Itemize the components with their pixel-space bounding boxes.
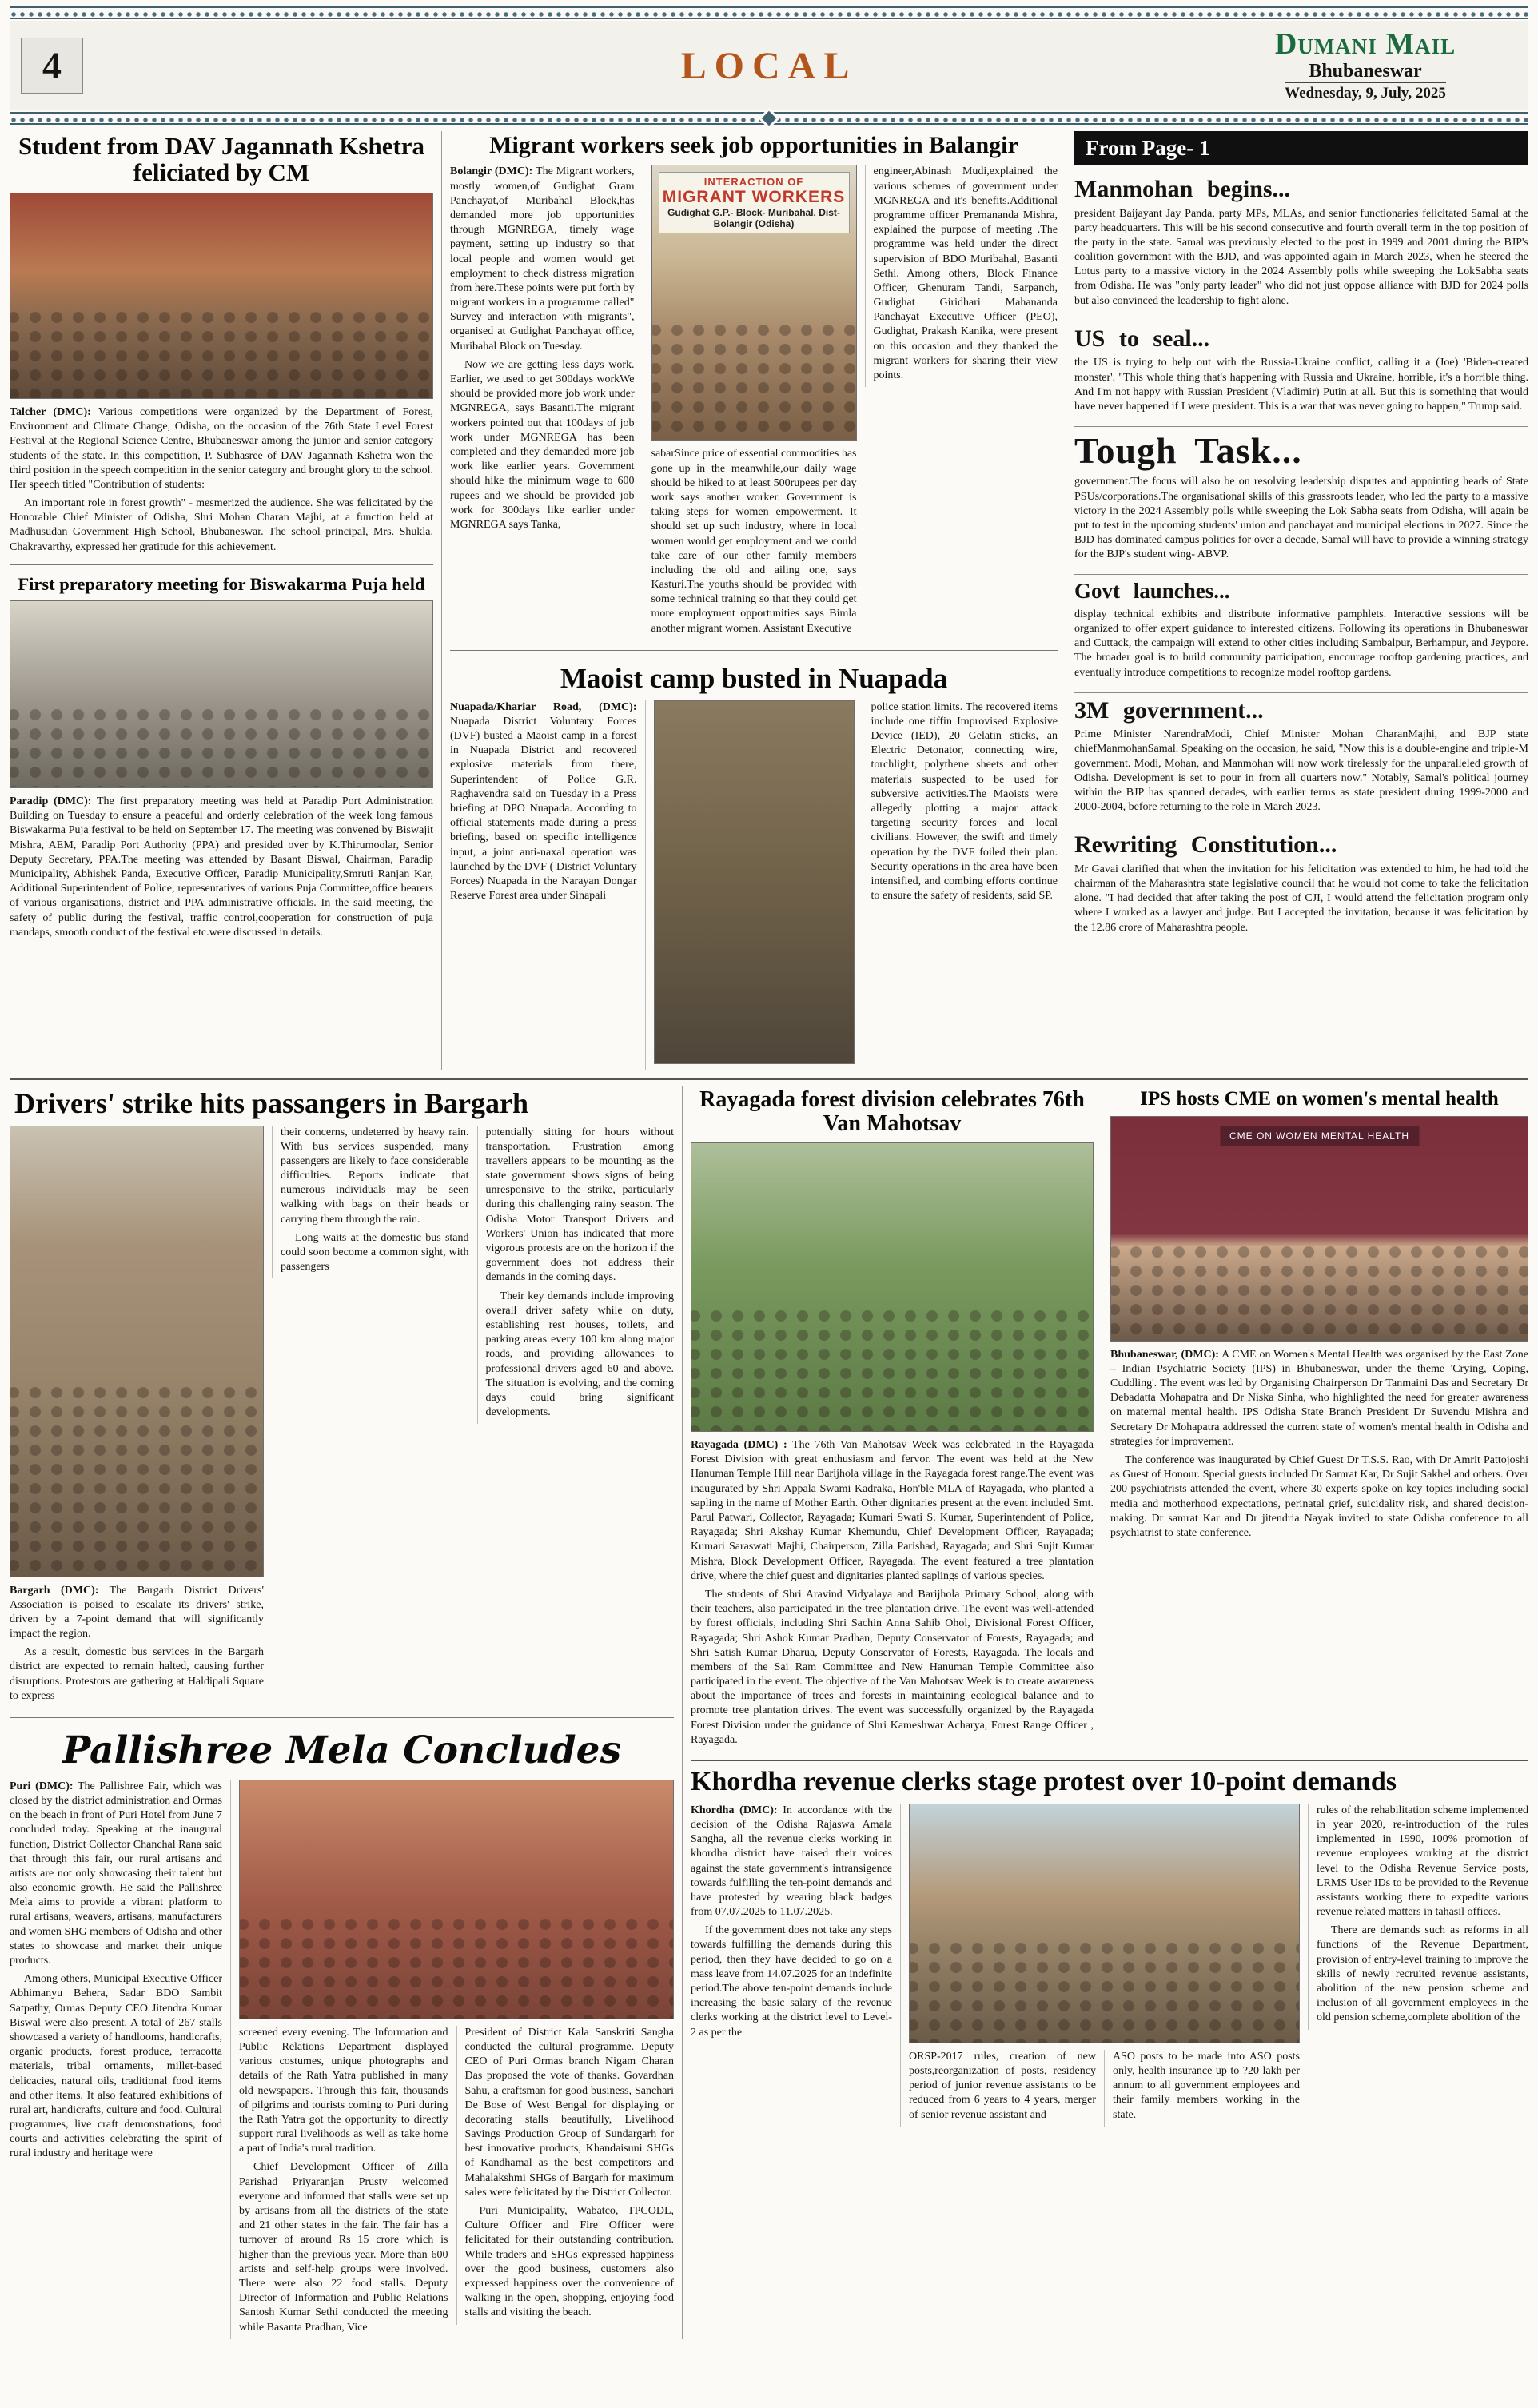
banner-line: MIGRANT WORKERS	[662, 188, 846, 207]
text-column	[239, 2026, 448, 2339]
continuation-section	[1074, 693, 1528, 828]
article-columns	[450, 165, 1058, 640]
dateline: Paradip (DMC):	[10, 795, 92, 808]
column-right	[1066, 131, 1528, 1070]
article-biswakarma-meeting	[10, 564, 433, 940]
page-number: 4	[21, 38, 83, 94]
paragraph: ORSP-2017 rules, creation of new posts,reorganization of posts, residency period of junior revenue assistants to be reduced from 6 years to 4 years, merger of senior revenue assistant and	[909, 2050, 1096, 2121]
paragraph: Among others, Municipal Executive Officer Abhimanyu Behera, Sadar BDO Sambit Satpathy, Ormas Deputy CEO Jitendra Kumar Biswal were also present. A total of 267 stalls showcased a variety of handlooms, handicrafts, organic products, forest produce, terracotta materials, tribal ornaments, millet-based delicacies, natural oils, traditional food items and other items. It also featured exhibitions of rural art, handicrafts, culture and food. Cultural programmes, live craft demonstrations, food courts and activities celebrating the spirit of rural industry and heritage were	[10, 1973, 222, 2160]
article-khordha-protest	[691, 1760, 1528, 2127]
paragraph	[450, 700, 637, 904]
continuation-section	[1074, 575, 1528, 692]
photo-and-text-column	[230, 1780, 674, 2339]
paragraph	[691, 1438, 1094, 1584]
article-headline: Khordha revenue clerks stage protest over 10-point demands	[691, 1767, 1397, 1797]
page-header	[10, 21, 1528, 110]
continuation-section	[1074, 321, 1528, 427]
photo-and-text-column	[900, 1804, 1300, 2127]
text-column	[450, 700, 637, 908]
article-headline: First preparatory meeting for Biswakarma Puja held	[18, 573, 425, 594]
paragraph: There are demands such as reforms in all functions of the Revenue Department, provision of entry-level training to improve the skills of newly recruited revenue assistants, abolition of the new pension scheme and inclusion of all government employees in the old pension scheme,complete abolition of the	[1317, 1924, 1528, 2024]
paragraph	[10, 405, 433, 492]
paragraph: screened every evening. The Information and Public Relations Department displayed various costumes, unique photographs and details of the Rath Yatra published in many old newspapers. Through this fair, thousands of pilgrims and tourists coming to Puri during the Rath Yatra got the opportunity to directly support rural livelihoods as well as take home a part of India's rural tradition.	[239, 2026, 448, 2155]
text-column	[863, 700, 1058, 908]
edition-city: Bhubaneswar	[1309, 61, 1422, 82]
paragraph: Puri Municipality, Wabatco, TPCODL, Culture Officer and Fire Officer were felicitated for their outstanding contribution. While traders and SHGs expressed happiness over the good business, customers also expressed happiness over the convenience of walking in the open, shopping, enjoying food stalls and visiting the beach.	[464, 2205, 674, 2319]
cme-conference-photo	[1110, 1116, 1528, 1342]
continuation-headline: Rewriting Constitution...	[1074, 831, 1337, 859]
paragraph: the US is trying to help out with the Russia-Ukraine conflict, calling it a (Joe) 'Biden-created monster'. "This whole thing that's happening with Russia and Ukraine, horrible, it's a horrible thing. And I'm not happy with Russian President (Vladimir) Putin at all. But this is something that would have never happened if I were president. This is a war that was never going to happen," Trump said.	[1074, 357, 1528, 413]
article-headline: Pallishree Mela Concludes	[62, 1728, 622, 1772]
photo-banner	[659, 172, 850, 233]
continuation-section	[1074, 172, 1528, 321]
dateline: Khordha (DMC):	[691, 1804, 778, 1816]
column-rayagada	[691, 1086, 1102, 1752]
article-dav-student	[10, 133, 433, 555]
article-drivers-strike	[10, 1088, 674, 1708]
pallishree-mela-photo	[239, 1780, 674, 2019]
article-from-page-1	[1074, 131, 1528, 947]
dav-felicitation-photo	[10, 193, 433, 399]
paragraph: ASO posts to be made into ASO posts only, health insurance up to ?20 lakh per annum to all government employees and their family members working in the state.	[1113, 2050, 1300, 2121]
photo-column	[645, 700, 855, 1070]
paragraph: potentially sitting for hours without transportation. Frustration among travellers appears to be mounting as the state government shows signs of being unresponsive to the strike, particularly during this challenging rainy season. The Odisha Motor Transport Drivers and Workers' Union has indicated that more vigorous protests are on the horizon if the government does not address their demands in the coming days.	[485, 1126, 674, 1284]
paragraph: engineer,Abinash Mudi,explained the various schemes of government under MGNREGA and it's benefits.Additional programme officer Premananda Mishra, explained the purpose of meeting .The programme was held under the direct supervision of BDO Muribahal, Basanti Sethi. Among others, Block Finance Officer, Ghenuram Tandi, Sarpanch, Gudighat Giridhari Mahananda Panchayat Executive Officer (PEO), Gudighat, Prakash Kanika, were present on this occasion and they thanked the migrant workers for sharing their view points.	[873, 165, 1058, 382]
continuation-section	[1074, 427, 1528, 575]
article-headline: Maoist camp busted in Nuapada	[560, 662, 948, 694]
ornamental-border-header-bottom	[10, 112, 1528, 125]
article-text: The Migrant workers, mostly women,of Gudighat Gram Panchayat,of Muribahal Block,has demanded more job opportunities through MGNREGA, timely wage payment, setting up industry so that local people and women would get employment to check distress migration from here.These points were put forth by migrant workers in a programme called" Survey and interaction with migrants", organised at Gudighat Panchayat office, Muribahal Block on Tuesday.	[450, 165, 635, 353]
paragraph: president Baijayant Jay Panda, party MPs, MLAs, and senior functionaries felicitated Samal at the party headquarters. This will be his second consecutive and fourth overall term in the top position of the party in the state. Samal was previously elected to the post in 1999 and 2001 during the BJP's coalition government with the BJD, and was appointed again in March 2023, when he steered the Lotus party to a massive victory in the 2024 Assembly polls while sweeping the LokSabha seats from Odisha. He was "only party leader" who did not just oppose alliance with BJD for 2024 polls but also convinced the leadership to fight alone.	[1074, 207, 1528, 307]
paragraph: Mr Gavai clarified that when the invitation for his felicitation was extended to him, he had told the chairman of the Maharashtra state legislative council that he would not come to take the felicitation alone. "I had decided that after taking the post of CJI, I would attend the felicitation program only where I worked as a lawyer and judge. But I accepted the invitation, because it was felicitation by the 12.86 crore of Maharashtra people.	[1074, 863, 1528, 934]
paragraph: The students of Shri Aravind Vidyalaya and Barijhola Primary School, along with their teachers, also participated in the tree plantation drive. The event was well-attended by forest officials, including Shri Sachin Anna Sahib Ohol, Divisional Forest Officer, Rayagada; Shri Ashok Kumar Pradhan, Deputy Conservator of Forests, Rayagada; and Shri Satish Kumar Dharua, Deputy Conservator of Forests, Rayagada. The locals and members of the Sai Ram Committee and New Hanuman Temple Committee also participated in the event. The objective of the Van Mahotsav Week is to create awareness about the importance of trees and forests in maintaining ecological balance and to promote tree plantation drives. The event was successfully organized by the Rayagada Forest Division under the guidance of Shri Kameshwar Acharya, Forest Range Officer , Rayagada.	[691, 1588, 1094, 1746]
article-text: Various competitions were organized by the Department of Forest, Environment and Climate Change, Odisha, on the occasion of the 76th State Level Forest Festival at the Regional Science Centre, Bhubaneswar among the junior and senior category students of the state. In this competition, P. Subhasree of DAV Jagannath Kshetra won the third position in the speech competition in the senior category and brought glory to the school. Her speech titled "Contribution of students:	[10, 405, 433, 491]
article-columns	[450, 700, 1058, 1070]
article-ips-cme	[1110, 1088, 1528, 1541]
photo-column	[643, 165, 857, 640]
column-ips	[1102, 1086, 1528, 1752]
dateline: Rayagada (DMC) :	[691, 1439, 787, 1452]
banner-line: Gudighat G.P.- Block- Muribahal, Dist-Bolangir (Odisha)	[667, 207, 840, 230]
text-column	[450, 165, 635, 536]
paragraph: Now we are getting less days work. Earlier, we used to get 300days workWe should be provided more job work under MGNREGA, says Basanti.The migrant workers pointed out that 100days of job work under MGNREGA has been completed and they demanded more job work like earlier years. Government should hike the minimum wage to 600 rupees and we should be provided job work for 300days like earlier under MGNREGA says Tanka,	[450, 358, 635, 531]
continuation-headline: Manmohan begins...	[1074, 176, 1291, 202]
paragraph	[10, 1780, 222, 1968]
region-bottom	[10, 1078, 1528, 2339]
article-headline: Drivers' strike hits passangers in Bargarh	[14, 1086, 528, 1119]
paragraph	[450, 165, 635, 353]
continuation-headline: Govt launches...	[1074, 579, 1230, 604]
article-text: The Pallishree Fair, which was closed by the district administration and Ormas on the beach in front of Puri Hotel from June 7 concluded today. Speaking at the inaugural function, District Collector Chanchal Rana said that through this fair, our rural artisans and artists are not only showcasing their talent but also economic growth. He said the Pallishree Mela aims to provide a vibrant platform to rural artisans, weavers, artisans, manufacturers and women SHG members of Odisha and other states to showcase and market their unique products.	[10, 1780, 223, 1967]
article-headline: Migrant workers seek job opportunities in Balangir	[489, 132, 1018, 158]
text-column	[909, 2050, 1096, 2127]
article-text: A CME on Women's Mental Health was organised by the East Zone – Indian Psychiatric Society (IPS) in Bhubaneswar, under the theme 'Crying, Coping, Cuddling'. The event was led by Organising Chairperson Dr Tanmaini Das and Secretary Dr Debadatta Mohapatra and Dr Niska Sinha, who highlighted the need for greater awareness on maternal mental health. IPS Odisha State Branch President Dr Suvendu Mishra and Secretary Dr Mohapatra addressed the current state of women's mental health in Odisha and strategies for improvement.	[1110, 1348, 1528, 1448]
paragraph: government.The focus will also be on resolving leadership disputes and appointing heads of State PSUs/corporations.The organisational skills of this grassroots leader, who led the party to a massive victory in the 2024 Assembly polls while sweeping the Lok Sabha seats from Odisha, will again be put to test in the upcoming students' union and panchayat and municipal elections in 2027. Since the BJD has dominated campus politics for over a decade, Samal will have to provide a winning strategy for the BJP's student wing- ABVP.	[1074, 476, 1528, 561]
dateline: Bhubaneswar, (DMC):	[1110, 1348, 1219, 1361]
paper-name: Dumani Mail	[1274, 27, 1456, 61]
paragraph	[691, 1804, 892, 1920]
from-page-banner: From Page- 1	[1074, 131, 1528, 165]
van-mahotsav-photo	[691, 1142, 1094, 1432]
paragraph	[10, 1584, 264, 1642]
article-van-mahotsav	[691, 1088, 1094, 1748]
paragraph: Their key demands include improving overall driver safety while on duty, establishing rest houses, toilets, and parking areas every 100 km along major roads, and providing allowances to professional drivers aged 60 and above. The situation is evolving, and the coming days could bring significant developments.	[485, 1290, 674, 1419]
sub-columns	[239, 2026, 674, 2339]
paragraph: Prime Minister NarendraModi, Chief Minister Mohan CharanMajhi, and BJP state chiefManmohanSamal. Speaking on the occasion, he said, "Now this is a double-engine and triple-M government. Modi, Mohan, and Manmohan will now work tirelessly for the unparalleled growth of Odisha. Development is set to pour in from all quarters now." Notably, Samal's political journey within the BJP has spanned decades, with earlier terms as state president during 1999-2000 and 2000-2004, before returning to the role in March 2023.	[1074, 728, 1528, 814]
paragraph: If the government does not take any steps towards fulfilling the demands during this period, then they have decided to go on a mass leave from 14.07.2025 for an indefinite period.The above ten-point demands include increasing the basic salary of the revenue clerks working at the district level to Level-2 as per the	[691, 1924, 892, 2039]
dateline: Bolangir (DMC):	[450, 165, 533, 178]
dateline: Nuapada/Khariar Road, (DMC):	[450, 700, 637, 713]
article-columns	[10, 1780, 674, 2339]
drivers-protest-photo	[10, 1126, 264, 1577]
paragraph: sabarSince price of essential commodities has gone up in the meanwhile,our daily wage should be hiked to at least 500rupees per day work says another worker. Government is taking steps for women empowerment. It should set up such industry, where in local women would get employment and we could take care of our other family members including the old and ailing one, says Kasturi.The youths should be provided with some technical training so that they could get more employment opportunities says Bimla another migrant women. Assistant Executive	[651, 448, 857, 635]
paragraph: Chief Development Officer of Zilla Parishad Priyaranjan Prusty welcomed everyone and informed that stalls were set up by artisans from all the districts of the state and 21 other states in the fair. The fair has a turnover of around Rs 15 crore which is higher than the previous year. More than 600 artists and self-help groups were involved. There were also 22 food stalls. Deputy Director of Information and Public Relations Santosh Kumar Sethi conducted the meeting while Basanta Pradhan, Vice	[239, 2161, 448, 2334]
photo-backdrop-text: CME ON WOMEN MENTAL HEALTH	[1220, 1126, 1419, 1146]
paragraph: President of District Kala Sanskriti Sangha conducted the cultural programme. Deputy CEO of Puri Ormas branch Nigam Charan Das proposed the vote of thanks. Govardhan Sahu, a craftsman for good business, Sanchari De Bose of West Bengal for displaying or decorating stalls beautifully, Livelihood Savings Production Group of Sundargarh for best innovative products, Khandaisuni SHGs of Kandhamal as the best competitors and Mahalakshmi SHGs of Bargarh for maximum sales were felicitated by the District Collector.	[464, 2026, 674, 2199]
text-column	[1308, 1804, 1528, 2030]
article-text: Nuapada District Voluntary Forces (DVF) busted a Maoist camp in a forest in Nuapada District and recovered explosive materials from there, Superintendent of Police G.R. Raghavendra said on Tuesday in a Press briefing at DPO Nuapada. According to official statements made during a press briefing, based on specific intelligence input, a joint anti-naxal operation was launched by the DVF ( District Voluntary Forces) Nuapada in the Narayan Dongar Reserve Forest area under Sinapali	[450, 715, 637, 903]
seized-explosives-photo	[654, 700, 855, 1064]
sub-columns	[909, 2050, 1300, 2127]
photo-column	[10, 1126, 264, 1708]
column-bottom-left	[10, 1086, 683, 2339]
paragraph: Long waits at the domestic bus stand could soon become a common sight, with passengers	[281, 1231, 469, 1274]
dateline: Puri (DMC):	[10, 1780, 74, 1792]
article-maoist-camp	[450, 650, 1058, 1070]
masthead	[1213, 29, 1517, 102]
article-headline: Student from DAV Jagannath Kshetra feliciated by CM	[18, 132, 425, 187]
khordha-protest-photo	[909, 1804, 1300, 2043]
text-column	[865, 165, 1058, 387]
paragraph: display technical exhibits and distribute informative pamphlets. Interactive sessions will be organized to offer expert guidance to interested citizens. Following its operations in Bhubaneswar and Cuttack, the campaign will extend to other cities including Sambalpur, Berhampur, and Jeypore. The broader goal is to build community participation, encourage rooftop gardening practices, and eventually introduce competitions to recognize model rooftop gardens.	[1074, 608, 1528, 679]
paragraph: As a result, domestic bus services in the Bargarh district are expected to remain halted, causing further disruptions. Protestors are gathering at Haldipali Square to express	[10, 1646, 264, 1702]
text-column	[10, 1780, 222, 2166]
article-pallishree-mela	[10, 1717, 674, 2339]
text-column	[456, 2026, 675, 2325]
continuation-headline: US to seal...	[1074, 325, 1210, 352]
article-columns	[691, 1804, 1528, 2127]
paragraph: rules of the rehabilitation scheme implemented in year 2020, re-introduction of the rules implemented in 1990, 100% promotion of revenue employees working at the district level to the Odisha Revenue Service posts, LRMS User IDs to be provided to the Revenue assistants working there to expedite various revenue related matters in tahasil offices.	[1317, 1804, 1528, 1919]
continuation-headline: Tough Task...	[1074, 430, 1302, 472]
edition-date: Wednesday, 9, July, 2025	[1285, 82, 1446, 102]
migrant-workers-photo	[651, 165, 857, 441]
ornamental-border-top	[10, 6, 1528, 19]
dateline: Talcher (DMC):	[10, 405, 91, 418]
text-column	[1104, 2050, 1300, 2127]
article-text: In accordance with the decision of the Odisha Rajaswa Amala Sangha, all the revenue clerks working in khordha district have raised their voices against the state government's intransigence towards fulfilling the ten-point demands and have protested by wearing black badges from 07.07.2025 to 11.07.2025.	[691, 1804, 892, 1919]
paragraph: The conference was inaugurated by Chief Guest Dr T.S.S. Rao, with Dr Amrit Pattojoshi as Guest of Honour. Special guests included Dr Samrat Kar, Dr Sujit Sakhel and others. Over 200 psychiatrists attended the event, where 30 experts spoke on key topics including social media and motherhood expectations, perinatal grief, suicidality risk, and shared decision-making. Dr samrat Kar and Dr jitendria Nayak invited to state Odisha conference to all psychiatrist to state conference.	[1110, 1453, 1528, 1539]
article-headline: IPS hosts CME on women's mental health	[1140, 1087, 1499, 1110]
continuation-headline: 3M government...	[1074, 696, 1264, 724]
banner-line: INTERACTION OF	[703, 176, 804, 189]
article-text: The Bargarh District Drivers' Association is poised to escalate its drivers' strike, driven by a 7-point demand that will significantly impact the region.	[10, 1584, 264, 1641]
article-text: The 76th Van Mahotsav Week was celebrated in the Rayagada Forest Division with great enthusiasm and fervor. The event was held at the New Hanuman Temple Hill near Barijhola village in the Rayagada forest range.The event was inaugurated by Shri Appala Swami Kadraka, Hon'ble MLA of Rayagada, who planted a sapling in the name of Mother Earth. Other dignitaries present at the event included Smt. Parul Patwari, Collector, Rayagada; Kumari Swati S. Kumar, Superintendent of Police, Rayagada; Shri Akshay Kumar Khemundu, Chief Development Officer, Rayagada; Kumari Saraswati Majhi, Chairperson, Zilla Parishad, Rayagada; and Shri Sujit Kumar Mishra, Block Development Officer, Rayagada. The event featured a tree plantation drive, where the chief guest and dignitaries planted saplings of various species.	[691, 1439, 1094, 1582]
text-column	[691, 1804, 892, 2044]
text-column	[477, 1126, 675, 1425]
section-title: LOCAL	[680, 44, 858, 87]
paragraph: An important role in forest growth" - mesmerized the audience. She was felicitated by the Honorable Chief Minister of Odisha, Shri Mohan Charan Majhi, at a function held at Madhusudan Government High School, Bhubaneswar. The school principal, Mrs. Shukla. Chakravarthy, expressed her gratitude for this achievement.	[10, 497, 433, 553]
biswakarma-meeting-photo	[10, 600, 433, 788]
paragraph	[10, 795, 433, 940]
text-column	[272, 1126, 469, 1279]
column-bottom-right-wrap	[683, 1086, 1528, 2339]
paragraph	[1110, 1348, 1528, 1449]
article-columns	[10, 1126, 674, 1708]
continuation-section	[1074, 827, 1528, 947]
article-migrant-workers	[450, 133, 1058, 640]
column-left	[10, 131, 441, 1070]
article-headline: Rayagada forest division celebrates 76th Van Mahotsav	[699, 1086, 1085, 1136]
row-rayagada-ips	[691, 1086, 1528, 1752]
article-text: The first preparatory meeting was held at Paradip Port Administration Building on Tuesday to ensure a peaceful and orderly celebration of the week long famous Biswakarma Puja festival to be held on September 17. The meeting was convened by Biswajit Mishra, AEM, Paradip Port Authority (PPA) and presided over by K.Thirumoolar, Senior Deputy Secretary, PPA.The meeting was attended by Basant Biswal, Chairman, Paradip Municipality, Abhishek Panda, Executive Officer, Paradip Municipality,Smruti Ranjan Kar, Additional Superintendent of Police, representatives of various Puja Committee,office bearers of various organisations, district and PPA administrative officials. In the said meeting, the safety of public during the festival, traffic control,cooperation for construction of puja mandaps, smooth conduct of the festival etc.were discussed in details.	[10, 795, 434, 939]
paragraph: police station limits. The recovered items include one tiffin Improvised Explosive Device (IED), 20 Gelatin sticks, an Electric Detonator, connecting wire, torchlight, polythene sheets and other materials suspected to be used for subversive activities.The Maoists were allegedly plotting a major attack targeting security forces and local civilians. However, the swift and timely operation by the DVF foiled their plan. Security operations in the area have been intensified, and combing efforts continue to ensure the safety of residents, said SP.	[871, 700, 1058, 903]
paragraph: their concerns, undeterred by heavy rain. With bus services suspended, many passengers are likely to face considerable difficulties. Reports indicate that numerous individuals may be seen walking with bags on their heads or carrying them through the rain.	[281, 1126, 469, 1226]
region-top	[10, 131, 1528, 1070]
dateline: Bargarh (DMC):	[10, 1584, 99, 1597]
column-middle	[441, 131, 1066, 1070]
